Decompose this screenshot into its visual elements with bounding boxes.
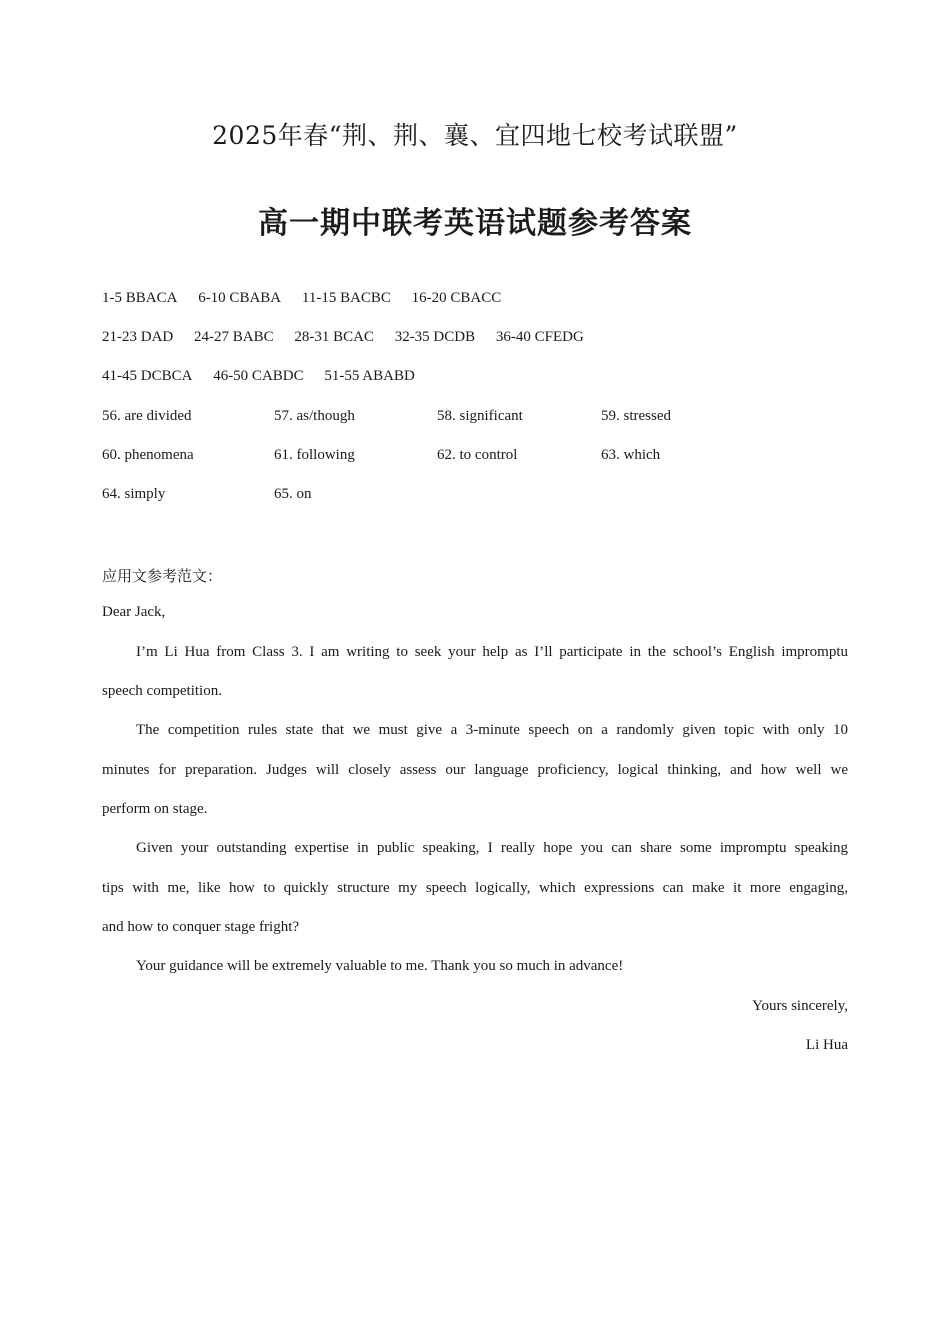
answer-group: 1-5 BBACA <box>102 290 178 306</box>
essay-paragraph-line: and how to conquer stage fright? <box>102 919 300 935</box>
essay-paragraph-line: Given your outstanding expertise in public speaking, I really hope you can share some impromptu speaking <box>136 840 848 856</box>
blank-answer: 60. phenomena <box>102 447 194 463</box>
essay-paragraph-line: minutes for preparation. Judges will closely assess our language proficiency, logical thinking, and how well we <box>102 762 848 778</box>
blank-answer: 58. significant <box>437 408 523 424</box>
answer-row-2 <box>102 329 601 346</box>
answer-group: 32-35 DCDB <box>394 329 476 345</box>
answer-row-3 <box>102 368 432 385</box>
essay-paragraph-line: perform on stage. <box>102 801 208 817</box>
essay-paragraph-line: speech competition. <box>102 683 222 699</box>
blank-answer: 65. on <box>274 486 312 502</box>
essay-heading: 应用文参考范文： <box>102 569 223 585</box>
blank-answer: 57. as/though <box>274 408 355 424</box>
blank-answer: 64. simply <box>102 486 166 502</box>
answer-group: 16-20 CBACC <box>411 290 502 306</box>
essay-closing: Yours sincerely, <box>752 998 848 1014</box>
blank-answer: 61. following <box>274 447 355 463</box>
answer-group: 36-40 CFEDG <box>495 329 584 345</box>
essay-paragraph-line: Your guidance will be extremely valuable to me. Thank you so much in advance! <box>136 958 624 974</box>
blank-answer: 63. which <box>601 447 661 463</box>
answer-group: 51-55 ABABD <box>324 368 415 384</box>
essay-paragraph-line: The competition rules state that we must give a 3-minute speech on a randomly given topic with only 10 <box>136 722 848 738</box>
answer-group: 46-50 CABDC <box>213 368 304 384</box>
essay-greeting: Dear Jack, <box>102 604 166 620</box>
essay-paragraph-line: I’m Li Hua from Class 3. I am writing to seek your help as I’ll participate in the school’s English impromptu <box>136 644 848 660</box>
page-title: 高一期中联考英语试题参考答案 <box>258 206 692 241</box>
answer-group: 41-45 DCBCA <box>102 368 193 384</box>
answer-group: 24-27 BABC <box>194 329 274 345</box>
blank-answer: 62. to control <box>437 447 518 463</box>
blank-answer: 59. stressed <box>601 408 671 424</box>
essay-paragraph-line: tips with me, like how to quickly structure my speech logically, which expressions can make it more engaging, <box>102 880 848 896</box>
answer-group: 28-31 BCAC <box>294 329 374 345</box>
exam-union-subtitle: 2025年春“荆、荆、襄、宜四地七校考试联盟” <box>212 121 738 150</box>
essay-signature: Li Hua <box>805 1037 848 1053</box>
answer-group: 6-10 CBABA <box>198 290 282 306</box>
blank-answer: 56. are divided <box>102 408 192 424</box>
answer-group: 21-23 DAD <box>102 329 174 345</box>
answer-row-1 <box>102 290 518 307</box>
answer-group: 11-15 BACBC <box>301 290 391 306</box>
